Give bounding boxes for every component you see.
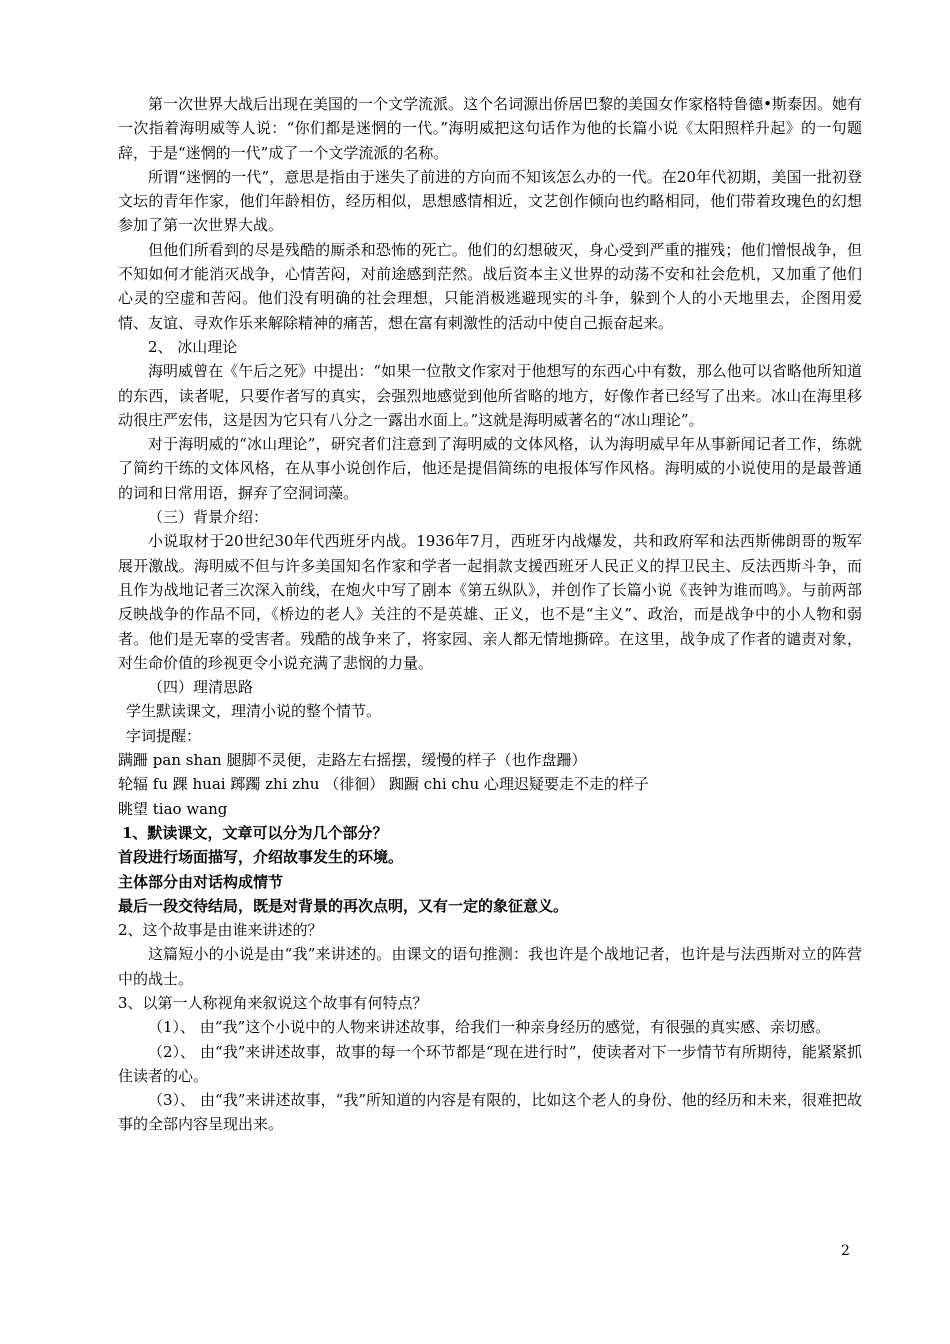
- paragraph-lost-generation-origin: 第一次世界大战后出现在美国的一个文学流派。这个名词源出侨居巴黎的美国女作家格特鲁德•斯泰因。她有一次指着海明威等人说：“你们都是迷惘的一代。”海明威把这句话作为他的长篇小说《太阳照样升起》的一句题辞，于是“迷惘的一代”成了一个文学流派的名称。: [118, 95, 862, 162]
- heading-outline: （四）理清思路: [148, 678, 254, 697]
- paragraph-reading-task: 学生默读课文，理清小说的整个情节。: [126, 702, 382, 721]
- paragraph-iceberg-style: 对于海明威的“冰山理论”，研究者们注意到了海明威的文体风格，认为海明威早年从事新闻记者工作，练就了简约干练的文体风格，在从事小说创作后，他还是提倡简练的电报体写作风格。海明威的小说使用的是最普通的词和日常用语，摒弃了空洞词藻。: [118, 435, 862, 502]
- answer-1-part-2: 主体部分由对话构成情节: [118, 872, 284, 891]
- vocab-line-1: 蹒跚 pan shan 腿脚不灵便，走路左右摇摆，缓慢的样子（也作盘跚）: [118, 751, 587, 770]
- question-2: 2、这个故事是由谁来讲述的？: [118, 921, 323, 940]
- answer-3-point-3: （3）、 由“我”来讲述故事，“我”所知道的内容是有限的，比如这个老人的身份、他的经历和未来，很难把故事的全部内容呈现出来。: [118, 1091, 862, 1134]
- paragraph-lost-generation-disillusion: 但他们所看到的尽是残酷的厮杀和恐怖的死亡。他们的幻想破灭，身心受到严重的摧残；他们憎恨战争，但不知如何才能消灭战争，心情苦闷，对前途感到茫然。战后资本主义世界的动荡不安和社会危机，又加重了他们心灵的空虚和苦闷。他们没有明确的社会理想，只能消极逃避现实的斗争，躲到个人的小天地里去，企图用爱情、友谊、寻欢作乐来解除精神的痛苦，想在富有刺激性的活动中使自己振奋起来。: [118, 240, 862, 332]
- answer-2: 这篇短小的小说是由“我”来讲述的。由课文的语句推测：我也许是个战地记者，也许是与法西斯对立的阵营中的战士。: [118, 945, 862, 988]
- paragraph-iceberg-quote: 海明威曾在《午后之死》中提出：“如果一位散文作家对于他想写的东西心中有数，那么他可以省略他所知道的东西，读者呢，只要作者写的真实，会强烈地感觉到他所省略的地方，好像作者已经写了出来。冰山在海里移动很庄严宏伟，这是因为它只有八分之一露出水面上。”这就是海明威著名的“冰山理论”。: [118, 362, 862, 429]
- answer-1-part-3: 最后一段交待结局，既是对背景的再次点明，又有一定的象征意义。: [118, 896, 569, 915]
- question-3: 3、以第一人称视角来叙说这个故事有何特点？: [118, 993, 428, 1012]
- page-number: 2: [841, 1243, 850, 1259]
- heading-background: （三）背景介绍：: [148, 508, 269, 527]
- answer-1-part-1: 首段进行场面描写，介绍故事发生的环境。: [118, 848, 404, 867]
- paragraph-lost-generation-meaning: 所谓“迷惘的一代”，意思是指由于迷失了前进的方向而不知该怎么办的一代。在20年代初期，美国一批初登文坛的青年作家，他们年龄相仿，经历相似，思想感情相近，文艺创作倾向也约略相同，他们带着玫瑰色的幻想参加了第一次世界大战。: [118, 167, 862, 235]
- question-1: 1、默读课文，文章可以分为几个部分？: [122, 823, 388, 842]
- document-body: [118, 92, 862, 1137]
- vocab-line-3: 眺望 tiao wang: [118, 799, 228, 818]
- vocab-line-2: 轮辐 fu 踝 huai 踯躅 zhi zhu （徘徊） 踟蹰 chi chu 心理迟疑要走不走的样子: [118, 775, 649, 794]
- heading-iceberg-theory: 2、 冰山理论: [148, 337, 238, 356]
- answer-3-point-1: （1）、 由“我”这个小说中的人物来讲述故事，给我们一种亲身经历的感觉，有很强的真实感、亲切感。: [148, 1018, 831, 1037]
- heading-vocabulary: 字词提醒：: [126, 726, 202, 745]
- answer-3-point-2: （2）、 由“我”来讲述故事，故事的每一个环节都是“现在进行时”，使读者对下一步情节有所期待，能紧紧抓住读者的心。: [118, 1042, 862, 1085]
- paragraph-background: 小说取材于20世纪30年代西班牙内战。1936年7月，西班牙内战爆发，共和政府军和法西斯佛朗哥的叛军展开激战。海明威不但与许多美国知名作家和学者一起捐款支援西班牙人民正义的捍卫民主、反法西斯斗争，而且作为战地记者三次深入前线，在炮火中写了剧本《第五纵队》，并创作了长篇小说《丧钟为谁而鸣》。与前两部反映战争的作品不同，《桥边的老人》关注的不是英雄、正义，也不是“主义”、政治，而是战争中的小人物和弱者。他们是无辜的受害者。残酷的战争来了，将家园、亲人都无情地撕碎。在这里，战争成了作者的谴责对象，对生命价值的珍视更令小说充满了悲悯的力量。: [118, 532, 862, 672]
